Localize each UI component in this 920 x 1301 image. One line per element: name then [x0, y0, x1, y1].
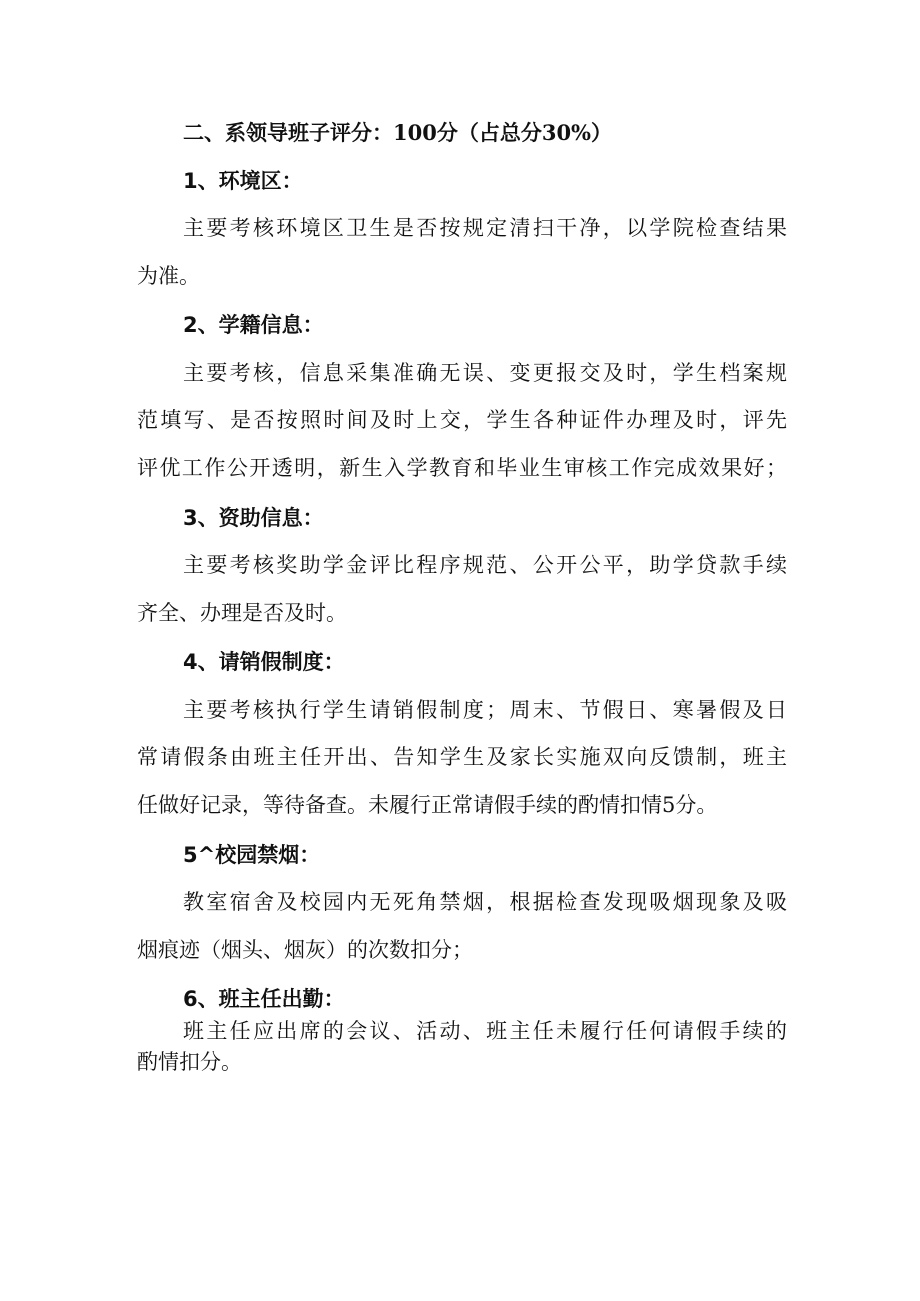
- item-heading-teacher-attendance: 6、班主任出勤：: [183, 987, 345, 1011]
- section-title: 二、系领导班子评分：100分（占总分30%）: [183, 120, 613, 145]
- item-text-line: 主要考核，信息采集准确无误、变更报交及时，学生档案规: [183, 361, 787, 385]
- item-text-line: 主要考核执行学生请销假制度；周末、节假日、寒暑假及日: [183, 698, 787, 722]
- item-text-line: 任做好记录，等待备查。未履行正常请假手续的酌情扣情5分。: [137, 793, 718, 817]
- item-text-line: 主要考核环境区卫生是否按规定清扫干净，以学院检查结果: [183, 216, 787, 240]
- item-heading-student-records: 2、学籍信息：: [183, 313, 324, 337]
- item-text-line: 烟痕迹（烟头、烟灰）的次数扣分；: [137, 938, 473, 962]
- item-text-line: 齐全、办理是否及时。: [137, 601, 347, 625]
- item-text-line: 评优工作公开透明，新生入学教育和毕业生审核工作完成效果好；: [137, 456, 787, 480]
- item-heading-leave-system: 4、请销假制度：: [183, 650, 345, 674]
- item-text-line: 班主任应出席的会议、活动、班主任未履行任何请假手续的: [183, 1019, 787, 1043]
- item-text-line: 教室宿舍及校园内无死角禁烟，根据检查发现吸烟现象及吸: [183, 890, 787, 914]
- item-text-line: 为准。: [137, 264, 200, 288]
- item-heading-no-smoking: 5^校园禁烟：: [183, 843, 321, 867]
- item-text-line: 范填写、是否按照时间及时上交，学生各种证件办理及时，评先: [137, 408, 787, 432]
- item-text-line: 主要考核奖助学金评比程序规范、公开公平，助学贷款手续: [183, 553, 787, 577]
- item-text-line: 常请假条由班主任开出、告知学生及家长实施双向反馈制，班主: [137, 745, 787, 769]
- item-text-line: 酌情扣分。: [137, 1050, 242, 1074]
- item-heading-environment: 1、环境区：: [183, 169, 303, 193]
- item-heading-financial-aid: 3、资助信息：: [183, 506, 324, 530]
